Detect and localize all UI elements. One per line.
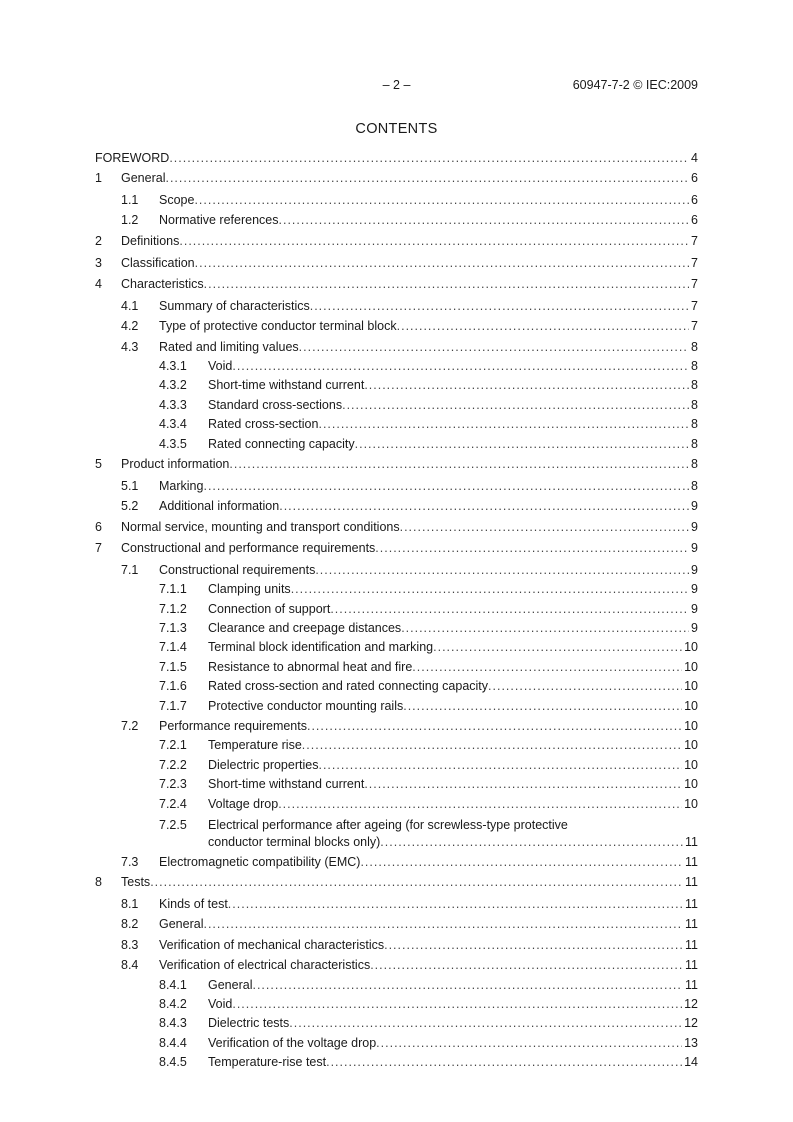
toc-entry-page: 7 [691, 319, 698, 334]
toc-entry-line [159, 852, 698, 872]
toc-entry-line [208, 376, 698, 395]
dot-leader [307, 716, 682, 736]
toc-entry-line [121, 538, 698, 560]
toc-entry-title: Rated cross-section and rated connecting capacity [208, 679, 489, 694]
dot-leader [376, 1034, 682, 1053]
dot-leader [315, 560, 689, 580]
toc-entry-number: 5.2 [121, 499, 139, 514]
toc-entry-title: Normative references [159, 213, 279, 228]
dot-leader [278, 795, 682, 814]
toc-entry-page: 10 [684, 738, 698, 753]
page-title: CONTENTS [355, 121, 438, 137]
toc-entry-title: Kinds of test [159, 897, 228, 912]
dot-leader [400, 517, 689, 539]
toc-entry-number: 7.1.1 [159, 582, 187, 597]
toc-entry-page: 6 [691, 213, 698, 228]
dot-leader [302, 736, 682, 755]
toc-entry-number: 5 [95, 457, 102, 472]
toc-entry-title: Electrical performance after ageing (for screwless-type protective [208, 817, 568, 832]
dot-leader [228, 894, 683, 914]
toc-entry[interactable] [95, 435, 698, 454]
toc-entry[interactable] [95, 538, 698, 560]
dot-leader [204, 274, 689, 296]
toc-entry-line [159, 894, 698, 914]
toc-entry-number: 7.1.3 [159, 621, 187, 636]
toc-entry-page: 11 [685, 977, 698, 992]
dot-leader [384, 935, 683, 955]
toc-entry-number: 7.1.4 [159, 640, 187, 655]
toc-entry-page: 7 [691, 255, 698, 270]
toc-entry[interactable] [95, 316, 698, 336]
toc-entry[interactable] [95, 852, 698, 872]
toc-entry-line [208, 1014, 698, 1033]
toc-entry-number: 7.1.2 [159, 601, 187, 616]
toc-entry-title: General [121, 171, 166, 186]
toc-entry-number: 7.2.5 [159, 817, 187, 832]
toc-entry[interactable] [95, 415, 698, 434]
toc-entry-title: FOREWORD [95, 151, 170, 165]
toc-entry-page: 8 [691, 339, 698, 354]
dot-leader [433, 638, 682, 657]
toc-entry-line [208, 638, 698, 657]
toc-entry-line [159, 210, 698, 230]
toc-entry-line [208, 415, 698, 434]
toc-entry-number: 4.3.2 [159, 378, 187, 393]
toc-entry-line [208, 658, 698, 677]
toc-entry-line [208, 834, 698, 851]
toc-entry-line [208, 736, 698, 755]
toc-entry-number: 3 [95, 255, 102, 270]
page-header [95, 78, 698, 94]
dot-leader [229, 454, 689, 476]
toc-entry[interactable] [95, 357, 698, 376]
toc-entry-number: 8.2 [121, 917, 139, 932]
dot-leader [252, 976, 683, 995]
toc-entry[interactable] [95, 638, 698, 657]
toc-entry-title: General [159, 917, 204, 932]
toc-entry-line [208, 976, 698, 995]
dot-leader [194, 190, 689, 210]
toc-entry[interactable] [95, 716, 698, 736]
dot-leader [318, 756, 682, 775]
toc-entry-number: 8.3 [121, 937, 139, 952]
toc-entry-title-continued: conductor terminal blocks only) [208, 834, 381, 849]
toc-entry-number: 5.1 [121, 478, 139, 493]
toc-entry-number: 7.1.5 [159, 659, 187, 674]
toc-entry-line [159, 496, 698, 516]
toc-entry-line [121, 274, 698, 296]
toc-entry-title: Dielectric tests [208, 1016, 290, 1031]
toc-entry-line [208, 677, 698, 696]
dot-leader [412, 658, 682, 677]
toc-entry[interactable] [95, 775, 698, 794]
toc-entry-page: 10 [684, 698, 698, 713]
table-of-contents [95, 148, 698, 1073]
toc-entry[interactable] [95, 677, 698, 696]
toc-entry-title: Dielectric properties [208, 757, 319, 772]
toc-entry-number: 1.1 [121, 193, 139, 208]
toc-entry-page: 10 [684, 679, 698, 694]
toc-entry-number: 4.3.3 [159, 397, 187, 412]
toc-entry[interactable] [95, 619, 698, 638]
toc-entry[interactable] [95, 253, 698, 275]
toc-entry-page: 11 [685, 937, 698, 952]
toc-entry-title: Characteristics [121, 277, 204, 292]
toc-entry-number: 7.3 [121, 854, 139, 869]
toc-entry-number: 8.4.1 [159, 977, 187, 992]
toc-entry-title: Marking [159, 478, 204, 493]
dot-leader [150, 872, 683, 894]
dot-leader [169, 148, 689, 168]
toc-entry[interactable] [95, 955, 698, 975]
dot-leader [279, 496, 689, 516]
toc-entry-title: Constructional requirements [159, 562, 316, 577]
toc-entry[interactable] [95, 274, 698, 296]
toc-entry-number: 4 [95, 277, 102, 292]
toc-entry[interactable] [95, 560, 698, 580]
toc-entry-page: 8 [691, 378, 698, 393]
toc-entry-number: 7 [95, 541, 102, 556]
toc-entry-number: 8 [95, 875, 102, 890]
toc-entry[interactable] [95, 476, 698, 496]
toc-entry[interactable] [95, 914, 698, 934]
dot-leader [165, 168, 689, 190]
toc-entry-line [208, 619, 698, 638]
toc-entry[interactable] [95, 337, 698, 357]
toc-entry[interactable] [95, 814, 698, 852]
toc-entry[interactable] [95, 894, 698, 914]
dot-leader [179, 231, 689, 253]
toc-entry-line [159, 914, 698, 934]
toc-entry-number: 7.2.3 [159, 777, 187, 792]
toc-entry-line [121, 231, 698, 253]
toc-entry[interactable] [95, 976, 698, 995]
toc-entry-page: 8 [691, 478, 698, 493]
toc-entry-title: Connection of support [208, 601, 331, 616]
toc-entry-title: Verification of the voltage drop [208, 1035, 377, 1050]
toc-entry-page: 9 [691, 499, 698, 514]
toc-entry-page: 8 [691, 417, 698, 432]
toc-entry-line [208, 697, 698, 716]
toc-entry-line [159, 560, 698, 580]
toc-entry-line [208, 580, 698, 599]
toc-entry-line [95, 148, 698, 168]
toc-entry-title: Temperature-rise test [208, 1055, 327, 1070]
dot-leader [330, 600, 689, 619]
toc-entry-page: 12 [684, 1016, 698, 1031]
toc-entry-title: Temperature rise [208, 738, 302, 753]
toc-entry-page: 11 [685, 834, 698, 849]
toc-entry-page: 9 [691, 582, 698, 597]
toc-entry-line [208, 756, 698, 775]
toc-entry-number: 7.1.7 [159, 698, 187, 713]
toc-entry[interactable] [95, 935, 698, 955]
toc-entry-title: Normal service, mounting and transport conditions [121, 519, 400, 534]
dot-leader [310, 296, 689, 316]
toc-entry-page: 7 [691, 277, 698, 292]
dot-leader [342, 396, 689, 415]
dot-leader [203, 476, 689, 496]
toc-entry-line [208, 396, 698, 415]
toc-entry-page: 9 [691, 519, 698, 534]
toc-entry-number: 6 [95, 519, 102, 534]
toc-entry-line [159, 337, 698, 357]
dot-leader [291, 580, 689, 599]
toc-entry-title: Clearance and creepage distances [208, 621, 402, 636]
toc-entry[interactable] [95, 396, 698, 415]
toc-entry-page: 13 [684, 1035, 698, 1050]
dot-leader [289, 1014, 682, 1033]
dot-leader [195, 253, 689, 275]
toc-entry-title: Product information [121, 457, 230, 472]
toc-entry[interactable] [95, 296, 698, 316]
toc-entry-page: 8 [691, 397, 698, 412]
dot-leader [375, 538, 689, 560]
toc-entry-page: 10 [684, 659, 698, 674]
toc-entry-title: Clamping units [208, 582, 291, 597]
toc-entry-line [159, 296, 698, 316]
toc-entry-title: Terminal block identification and marking [208, 640, 434, 655]
toc-entry[interactable] [95, 190, 698, 210]
toc-entry-title: Electromagnetic compatibility (EMC) [159, 854, 361, 869]
dot-leader [203, 914, 683, 934]
toc-entry-page: 10 [684, 777, 698, 792]
toc-entry-line [121, 168, 698, 190]
toc-entry-title: Additional information [159, 499, 280, 514]
toc-entry-title: Rated connecting capacity [208, 436, 355, 451]
toc-entry-title: Constructional and performance requirements [121, 541, 376, 556]
toc-entry[interactable] [95, 517, 698, 539]
toc-entry-line [208, 775, 698, 794]
toc-entry-page: 10 [684, 640, 698, 655]
toc-entry-title: Definitions [121, 233, 180, 248]
dot-leader [232, 357, 689, 376]
toc-entry-title: Short-time withstand current [208, 378, 365, 393]
toc-entry-number: 7.1.6 [159, 679, 187, 694]
dot-leader [364, 775, 682, 794]
toc-entry-title: Rated and limiting values [159, 339, 299, 354]
toc-entry[interactable] [95, 1034, 698, 1053]
toc-entry-page: 11 [685, 875, 698, 890]
toc-entry-line [208, 1034, 698, 1053]
toc-entry-title: Short-time withstand current [208, 777, 365, 792]
toc-entry-number: 1 [95, 171, 102, 186]
toc-entry-line [159, 935, 698, 955]
toc-entry[interactable] [95, 600, 698, 619]
toc-entry-title: Rated cross-section [208, 417, 319, 432]
toc-entry-page: 8 [691, 359, 698, 374]
toc-entry-line [159, 716, 698, 736]
toc-entry[interactable] [95, 1014, 698, 1033]
dot-leader [364, 376, 689, 395]
toc-entry-page: 6 [691, 171, 698, 186]
toc-entry-page: 14 [684, 1055, 698, 1070]
toc-entry-page: 9 [691, 621, 698, 636]
dot-leader [299, 337, 689, 357]
toc-entry-title: Scope [159, 193, 195, 208]
toc-entry-title: Performance requirements [159, 719, 307, 734]
toc-entry-line [208, 1053, 698, 1072]
toc-entry[interactable] [95, 148, 698, 168]
toc-entry-title: Protective conductor mounting rails [208, 698, 404, 713]
toc-entry-page: 11 [685, 917, 698, 932]
dot-leader [326, 1053, 682, 1072]
toc-entry-line [159, 316, 698, 336]
toc-entry-title: Void [208, 997, 233, 1011]
toc-entry-number: 7.2.4 [159, 796, 187, 811]
dot-leader [360, 852, 683, 872]
toc-entry-number: 8.4.2 [159, 997, 187, 1011]
toc-entry-line [208, 435, 698, 454]
dot-leader [318, 415, 689, 434]
toc-entry-number: 4.2 [121, 319, 139, 334]
toc-entry-line [159, 190, 698, 210]
toc-entry[interactable] [95, 1053, 698, 1072]
toc-entry[interactable] [95, 697, 698, 716]
document-id: 60947-7-2 © IEC:2009 [572, 78, 698, 92]
toc-entry-page: 7 [691, 298, 698, 313]
toc-entry-title: Resistance to abnormal heat and fire [208, 659, 413, 674]
toc-entry-page: 11 [685, 897, 698, 912]
toc-entry-number: 7.2.2 [159, 757, 187, 772]
toc-entry-page: 9 [691, 562, 698, 577]
toc-entry-number: 8.4.4 [159, 1035, 187, 1050]
toc-entry-line [121, 872, 698, 894]
toc-entry-number: 8.4.3 [159, 1016, 187, 1031]
toc-entry-page: 8 [691, 436, 698, 451]
toc-entry-number: 2 [95, 233, 102, 248]
dot-leader [380, 834, 683, 851]
toc-entry-number: 4.3.4 [159, 417, 187, 432]
dot-leader [370, 955, 683, 975]
toc-entry-line [208, 600, 698, 619]
toc-entry-page: 8 [691, 457, 698, 472]
dot-leader [403, 697, 682, 716]
toc-entry-page: 9 [691, 601, 698, 616]
dot-leader [397, 316, 689, 336]
toc-entry-page: 9 [691, 541, 698, 556]
toc-entry-title: Tests [121, 875, 151, 890]
toc-entry[interactable] [95, 376, 698, 395]
dot-leader [355, 435, 689, 454]
toc-entry-number: 4.1 [121, 298, 139, 313]
toc-entry-number: 7.2.1 [159, 738, 187, 753]
toc-entry-title: Summary of characteristics [159, 298, 310, 313]
toc-entry-line [208, 795, 698, 814]
toc-entry-number: 7.2 [121, 719, 139, 734]
dot-leader [488, 677, 682, 696]
toc-entry-number: 8.4.5 [159, 1055, 187, 1070]
toc-entry[interactable] [95, 454, 698, 476]
toc-entry[interactable] [95, 580, 698, 599]
toc-entry[interactable] [95, 231, 698, 253]
toc-entry-title: Type of protective conductor terminal block [159, 319, 397, 334]
toc-entry-page: 4 [691, 151, 698, 165]
toc-entry-page: 11 [685, 854, 698, 869]
toc-entry[interactable] [95, 168, 698, 190]
toc-entry-page: 6 [691, 193, 698, 208]
toc-entry[interactable] [95, 795, 698, 814]
page-number: – 2 – [382, 78, 411, 92]
toc-entry-line [208, 995, 698, 1014]
toc-entry-title: Void [208, 359, 233, 374]
toc-entry-number: 4.3.5 [159, 436, 187, 451]
toc-entry-number: 8.1 [121, 897, 139, 912]
toc-entry-page: 7 [691, 233, 698, 248]
toc-entry[interactable] [95, 496, 698, 516]
toc-entry[interactable] [95, 658, 698, 677]
toc-entry[interactable] [95, 756, 698, 775]
toc-entry[interactable] [95, 210, 698, 230]
toc-entry-line [121, 253, 698, 275]
dot-leader [401, 619, 689, 638]
toc-entry-page: 11 [685, 958, 698, 973]
toc-entry-number: 4.3.1 [159, 359, 187, 374]
toc-entry-page: 10 [684, 757, 698, 772]
toc-entry-number: 8.4 [121, 958, 139, 973]
toc-entry-title: Voltage drop [208, 796, 279, 811]
toc-entry-page: 12 [684, 997, 698, 1011]
toc-entry-line [159, 476, 698, 496]
toc-entry[interactable] [95, 736, 698, 755]
toc-entry-page: 10 [684, 719, 698, 734]
toc-entry-line [159, 955, 698, 975]
dot-leader [279, 210, 690, 230]
toc-entry[interactable] [95, 995, 698, 1014]
toc-entry-page: 10 [684, 796, 698, 811]
toc-entry-line [121, 454, 698, 476]
toc-entry-title: Classification [121, 255, 195, 270]
toc-entry-title: General [208, 977, 253, 992]
toc-entry-line [121, 517, 698, 539]
toc-entry-title: Verification of mechanical characteristics [159, 937, 385, 952]
toc-entry-title: Standard cross-sections [208, 397, 343, 412]
toc-entry[interactable] [95, 872, 698, 894]
toc-entry-number: 1.2 [121, 213, 139, 228]
toc-entry-title: Verification of electrical characteristics [159, 958, 371, 973]
toc-entry-number: 4.3 [121, 339, 139, 354]
toc-entry-number: 7.1 [121, 562, 139, 577]
dot-leader [232, 995, 682, 1014]
toc-entry-line [208, 357, 698, 376]
